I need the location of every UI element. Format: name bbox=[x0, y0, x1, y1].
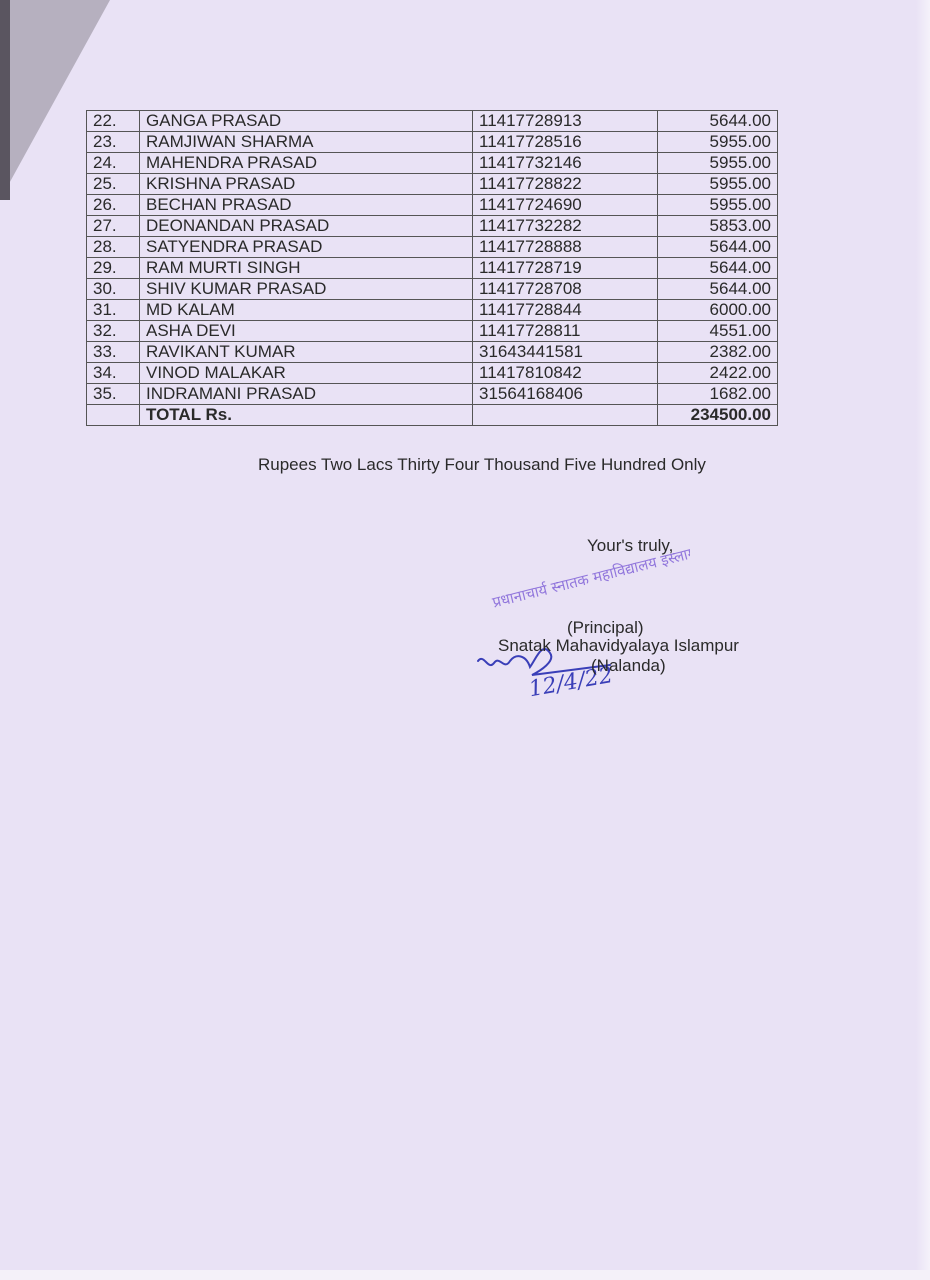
district-name: (Nalanda) bbox=[591, 656, 666, 675]
account-number-cell: 11417728811 bbox=[473, 321, 658, 342]
serial-number-cell: 34. bbox=[87, 363, 140, 384]
serial-number-cell: 33. bbox=[87, 342, 140, 363]
amount-cell: 6000.00 bbox=[658, 300, 778, 321]
page-bottom-edge bbox=[0, 1270, 930, 1280]
amount-cell: 5644.00 bbox=[658, 237, 778, 258]
amount-cell: 5955.00 bbox=[658, 174, 778, 195]
page-right-edge bbox=[916, 0, 930, 1280]
serial-number-cell: 25. bbox=[87, 174, 140, 195]
payment-table-body bbox=[87, 111, 778, 426]
amount-cell: 2422.00 bbox=[658, 363, 778, 384]
name-cell: KRISHNA PRASAD bbox=[140, 174, 473, 195]
serial-number-cell: 26. bbox=[87, 195, 140, 216]
amount-cell: 5853.00 bbox=[658, 216, 778, 237]
amount-cell: 5955.00 bbox=[658, 132, 778, 153]
serial-number-cell: 24. bbox=[87, 153, 140, 174]
serial-number-cell: 32. bbox=[87, 321, 140, 342]
total-row bbox=[87, 405, 778, 426]
signature-date: 12/4/22 bbox=[526, 662, 615, 701]
name-cell: SATYENDRA PRASAD bbox=[140, 237, 473, 258]
name-cell: RAVIKANT KUMAR bbox=[140, 342, 473, 363]
closing-line: Your's truly, bbox=[587, 536, 674, 555]
table-row bbox=[87, 279, 778, 300]
signature-block bbox=[470, 536, 810, 706]
amount-cell: 5644.00 bbox=[658, 258, 778, 279]
payment-table bbox=[86, 110, 778, 426]
account-number-cell: 11417724690 bbox=[473, 195, 658, 216]
table-row bbox=[87, 342, 778, 363]
serial-number-cell: 30. bbox=[87, 279, 140, 300]
amount-cell: 5955.00 bbox=[658, 153, 778, 174]
account-number-cell: 31564168406 bbox=[473, 384, 658, 405]
serial-number-cell: 23. bbox=[87, 132, 140, 153]
account-number-cell: 11417728913 bbox=[473, 111, 658, 132]
name-cell: ASHA DEVI bbox=[140, 321, 473, 342]
name-cell: MAHENDRA PRASAD bbox=[140, 153, 473, 174]
serial-number-cell: 29. bbox=[87, 258, 140, 279]
serial-number-cell: 31. bbox=[87, 300, 140, 321]
table-row bbox=[87, 300, 778, 321]
table-row bbox=[87, 363, 778, 384]
account-number-cell: 11417728708 bbox=[473, 279, 658, 300]
amount-cell: 5644.00 bbox=[658, 279, 778, 300]
college-name: Snatak Mahavidyalaya Islampur bbox=[498, 636, 739, 655]
name-cell: RAMJIWAN SHARMA bbox=[140, 132, 473, 153]
total-sno-cell bbox=[87, 405, 140, 426]
table-row bbox=[87, 321, 778, 342]
table-row bbox=[87, 153, 778, 174]
serial-number-cell: 22. bbox=[87, 111, 140, 132]
account-number-cell: 11417728516 bbox=[473, 132, 658, 153]
serial-number-cell: 28. bbox=[87, 237, 140, 258]
table-row bbox=[87, 258, 778, 279]
account-number-cell: 11417728719 bbox=[473, 258, 658, 279]
account-number-cell: 11417728888 bbox=[473, 237, 658, 258]
table-row bbox=[87, 111, 778, 132]
name-cell: INDRAMANI PRASAD bbox=[140, 384, 473, 405]
scan-edge-shadow bbox=[0, 0, 10, 200]
amount-cell: 5955.00 bbox=[658, 195, 778, 216]
table-row bbox=[87, 237, 778, 258]
amount-in-words: Rupees Two Lacs Thirty Four Thousand Five Hundred Only bbox=[258, 455, 706, 474]
name-cell: RAM MURTI SINGH bbox=[140, 258, 473, 279]
signatory-designation: (Principal) bbox=[567, 618, 644, 637]
name-cell: GANGA PRASAD bbox=[140, 111, 473, 132]
account-number-cell: 11417728822 bbox=[473, 174, 658, 195]
name-cell: VINOD MALAKAR bbox=[140, 363, 473, 384]
total-account-cell bbox=[473, 405, 658, 426]
amount-cell: 2382.00 bbox=[658, 342, 778, 363]
total-amount: 234500.00 bbox=[658, 405, 778, 426]
serial-number-cell: 35. bbox=[87, 384, 140, 405]
serial-number-cell: 27. bbox=[87, 216, 140, 237]
account-number-cell: 11417728844 bbox=[473, 300, 658, 321]
table-row bbox=[87, 132, 778, 153]
account-number-cell: 31643441581 bbox=[473, 342, 658, 363]
table-row bbox=[87, 216, 778, 237]
table-row bbox=[87, 195, 778, 216]
name-cell: DEONANDAN PRASAD bbox=[140, 216, 473, 237]
amount-cell: 1682.00 bbox=[658, 384, 778, 405]
total-label: TOTAL Rs. bbox=[140, 405, 473, 426]
account-number-cell: 11417732146 bbox=[473, 153, 658, 174]
amount-cell: 4551.00 bbox=[658, 321, 778, 342]
name-cell: MD KALAM bbox=[140, 300, 473, 321]
table-row bbox=[87, 174, 778, 195]
table-row bbox=[87, 384, 778, 405]
stamp-text: प्रधानाचार्य स्नातक महाविद्यालय इस्लामपुर bbox=[490, 539, 690, 612]
account-number-cell: 11417810842 bbox=[473, 363, 658, 384]
account-number-cell: 11417732282 bbox=[473, 216, 658, 237]
amount-cell: 5644.00 bbox=[658, 111, 778, 132]
name-cell: SHIV KUMAR PRASAD bbox=[140, 279, 473, 300]
name-cell: BECHAN PRASAD bbox=[140, 195, 473, 216]
